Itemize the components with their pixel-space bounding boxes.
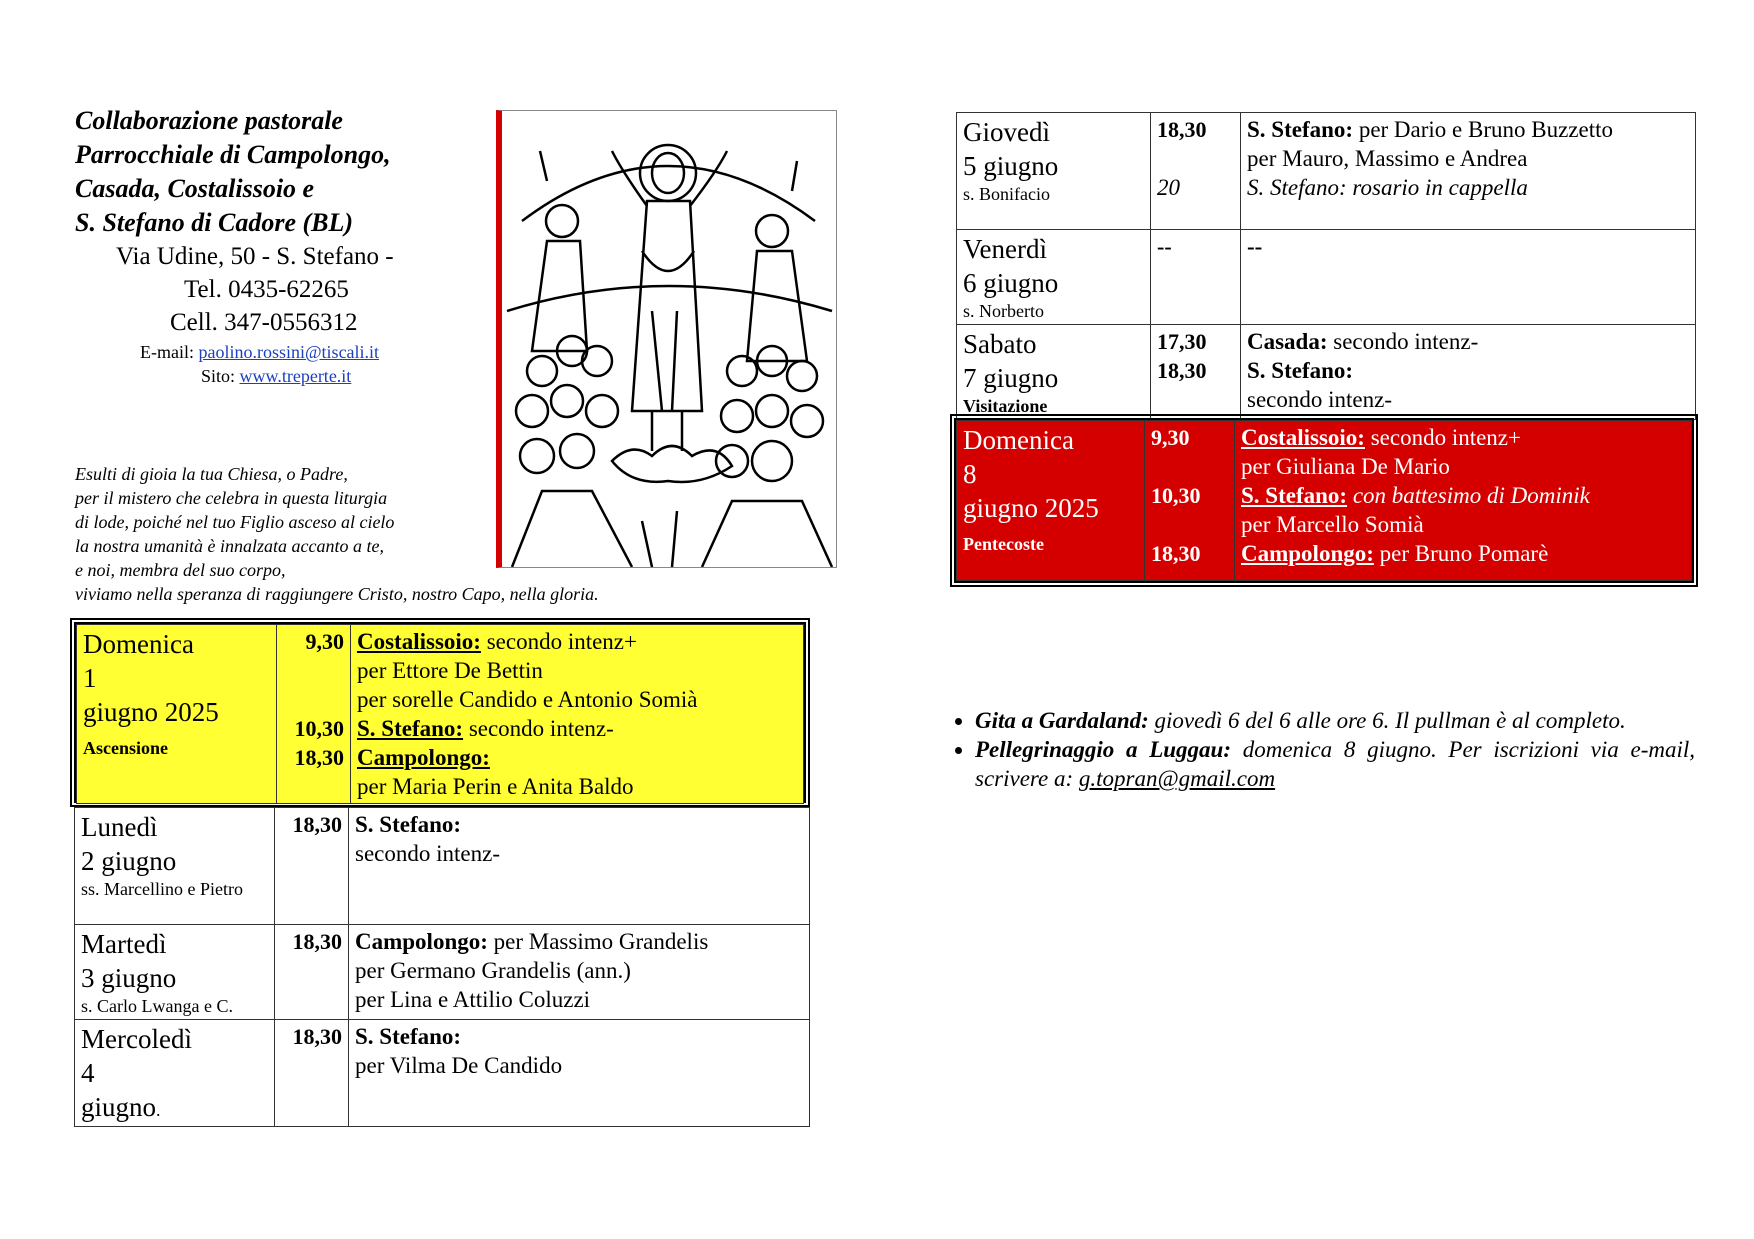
intention: secondo intenz-: [1327, 329, 1479, 354]
notice-text: domenica 8 giugno. Per iscrizioni via e-mail, scrivere a:: [975, 737, 1696, 791]
mass-time: 10,30: [294, 716, 344, 741]
day-name: Giovedì: [963, 117, 1050, 147]
place-name: S. Stefano:: [1241, 483, 1348, 508]
sunday-1-times: [277, 625, 351, 804]
mass-time: 18,30: [292, 812, 342, 837]
email-line: [140, 340, 379, 364]
prayer-line: la nostra umanità è innalzata accanto a te,: [75, 536, 384, 556]
day-number: 8: [963, 459, 977, 489]
intention: secondo intenz-: [463, 716, 614, 741]
intention: secondo intenz-: [355, 841, 500, 866]
prayer-line: di lode, poiché nel tuo Figlio asceso al cielo: [75, 512, 395, 532]
place-name: Campolongo:: [1241, 541, 1374, 566]
day-name: Domenica: [83, 629, 194, 659]
table-row: [957, 230, 1696, 325]
day-date: 5 giugno: [963, 151, 1059, 181]
intention: per Giuliana De Mario: [1241, 454, 1450, 479]
saint-name: s. Bonifacio: [963, 184, 1050, 204]
table-row: [75, 925, 810, 1020]
sunday-8-times: [1145, 421, 1235, 581]
place-name: Costalissoio:: [1241, 425, 1365, 450]
day-date: 6 giugno: [963, 268, 1059, 298]
intention: secondo intenz+: [480, 629, 637, 654]
site-line: [201, 364, 351, 388]
day-number: 1: [83, 663, 97, 693]
list-item: [975, 735, 1695, 793]
place-name: S. Stefano:: [355, 1024, 462, 1049]
saint-name: s. Norberto: [963, 301, 1044, 321]
mass-time: 18,30: [292, 929, 342, 954]
table-row: [957, 113, 1696, 230]
day-month: giugno: [81, 1092, 157, 1122]
day-name: Sabato: [963, 329, 1037, 359]
weekday-table-left: [74, 807, 810, 1127]
sunday-1-table: [76, 624, 804, 804]
prayer-line: Esulti di gioia la tua Chiesa, o Padre,: [75, 464, 348, 484]
mass-time: 10,30: [1151, 483, 1201, 508]
prayer-line: viviamo nella speranza di raggiungere Cristo, nostro Capo, nella gloria.: [75, 584, 599, 604]
rosary-note: S. Stefano: rosario in cappella: [1247, 175, 1528, 200]
prayer-line: per il mistero che celebra in questa liturgia: [75, 488, 388, 508]
day-suffix: .: [156, 1100, 161, 1120]
intention: per sorelle Candido e Antonio Somià: [357, 687, 698, 712]
mass-time: 17,30: [1157, 329, 1207, 354]
mass-time: 18,30: [1151, 541, 1201, 566]
place-name: S. Stefano:: [357, 716, 464, 741]
parish-header: [75, 104, 495, 240]
org-line: Collaborazione pastorale: [75, 106, 343, 135]
intention: per Maria Perin e Anita Baldo: [357, 774, 634, 799]
email-label: E-mail:: [140, 342, 199, 362]
place-name: S. Stefano:: [355, 812, 462, 837]
mass-time: 18,30: [294, 745, 344, 770]
day-name: Domenica: [963, 425, 1074, 455]
place-name: Campolongo:: [357, 745, 490, 770]
notice-title: Gita a Gardaland:: [975, 708, 1149, 733]
mass-time: 18,30: [1157, 117, 1207, 142]
day-name: Martedì: [81, 929, 167, 959]
org-line: Parrocchiale di Campolongo,: [75, 140, 391, 169]
intention: secondo intenz-: [1247, 387, 1392, 412]
org-line: S. Stefano di Cadore (BL): [75, 208, 354, 237]
cell-phone: Cell. 347-0556312: [170, 309, 358, 336]
sunday-1-frame: [70, 618, 810, 807]
intention: per Massimo Grandelis: [487, 929, 709, 954]
org-line: Casada, Costalissoio e: [75, 174, 315, 203]
intention: per Marcello Somià: [1241, 512, 1424, 537]
day-date: 3 giugno: [81, 963, 177, 993]
mass-time: 9,30: [1151, 425, 1190, 450]
table-row: [75, 808, 810, 925]
day-name: Venerdì: [963, 234, 1047, 264]
site-label: Sito:: [201, 366, 240, 386]
table-row: [957, 325, 1696, 420]
site-link[interactable]: www.treperte.it: [239, 366, 352, 386]
intention: per Lina e Attilio Coluzzi: [355, 987, 591, 1012]
baptism-note: con battesimo di Dominik: [1347, 483, 1590, 508]
day-month: giugno 2025: [963, 493, 1099, 523]
phone: Tel. 0435-62265: [184, 276, 349, 303]
intention: per Mauro, Massimo e Andrea: [1247, 146, 1528, 171]
place-name: Costalissoio:: [357, 629, 481, 654]
notice-email-link[interactable]: g.topran@gmail.com: [1078, 766, 1276, 791]
intention: per Dario e Bruno Buzzetto: [1353, 117, 1614, 142]
notices-list: [945, 706, 1695, 793]
place-name: S. Stefano:: [1247, 117, 1354, 142]
saint-name: ss. Marcellino e Pietro: [81, 879, 243, 899]
day-date: 2 giugno: [81, 846, 177, 876]
sunday-8-table: [956, 420, 1692, 581]
mass-time: 9,30: [305, 629, 344, 654]
email-link[interactable]: paolino.rossini@tiscali.it: [198, 342, 380, 362]
mass-time: --: [1157, 234, 1172, 259]
prayer-line: e noi, membra del suo corpo,: [75, 560, 286, 580]
day-name: Mercoledì: [81, 1024, 192, 1054]
day-date: 7 giugno: [963, 363, 1059, 393]
sunday-8-details: [1235, 421, 1692, 581]
saint-name: s. Carlo Lwanga e C.: [81, 996, 233, 1016]
intention: per Ettore De Bettin: [357, 658, 543, 683]
day-name: Lunedì: [81, 812, 158, 842]
sunday-8-frame: [950, 414, 1698, 587]
intention: per Vilma De Candido: [355, 1053, 563, 1078]
mass-time: 18,30: [292, 1024, 342, 1049]
intention: --: [1247, 234, 1263, 259]
place-name: Casada:: [1247, 329, 1328, 354]
mass-time: 18,30: [1157, 358, 1207, 383]
table-row: [75, 1020, 810, 1127]
day-month: giugno 2025: [83, 697, 219, 727]
rosary-time: 20: [1157, 175, 1180, 200]
notice-title: Pellegrinaggio a Luggau:: [975, 737, 1231, 762]
day-date: 4: [81, 1058, 95, 1088]
place-name: Campolongo:: [355, 929, 488, 954]
feast-name: Visitazione: [963, 396, 1048, 416]
notice-text: giovedì 6 del 6 alle ore 6. Il pullman è al completo.: [1148, 708, 1626, 733]
feast-name: Pentecoste: [963, 534, 1044, 554]
sunday-1-details: [351, 625, 804, 804]
opening-prayer: [75, 462, 755, 606]
address: Via Udine, 50 - S. Stefano -: [116, 243, 394, 270]
place-name: S. Stefano:: [1247, 358, 1354, 383]
feast-name: Ascensione: [83, 738, 168, 758]
intention: per Bruno Pomarè: [1373, 541, 1549, 566]
intention: per Germano Grandelis (ann.): [355, 958, 631, 983]
list-item: [975, 706, 1695, 735]
sunday-1-day-cell: [77, 625, 277, 804]
intention: secondo intenz+: [1364, 425, 1521, 450]
sunday-8-day-cell: [957, 421, 1145, 581]
weekday-table-right: [956, 112, 1696, 420]
